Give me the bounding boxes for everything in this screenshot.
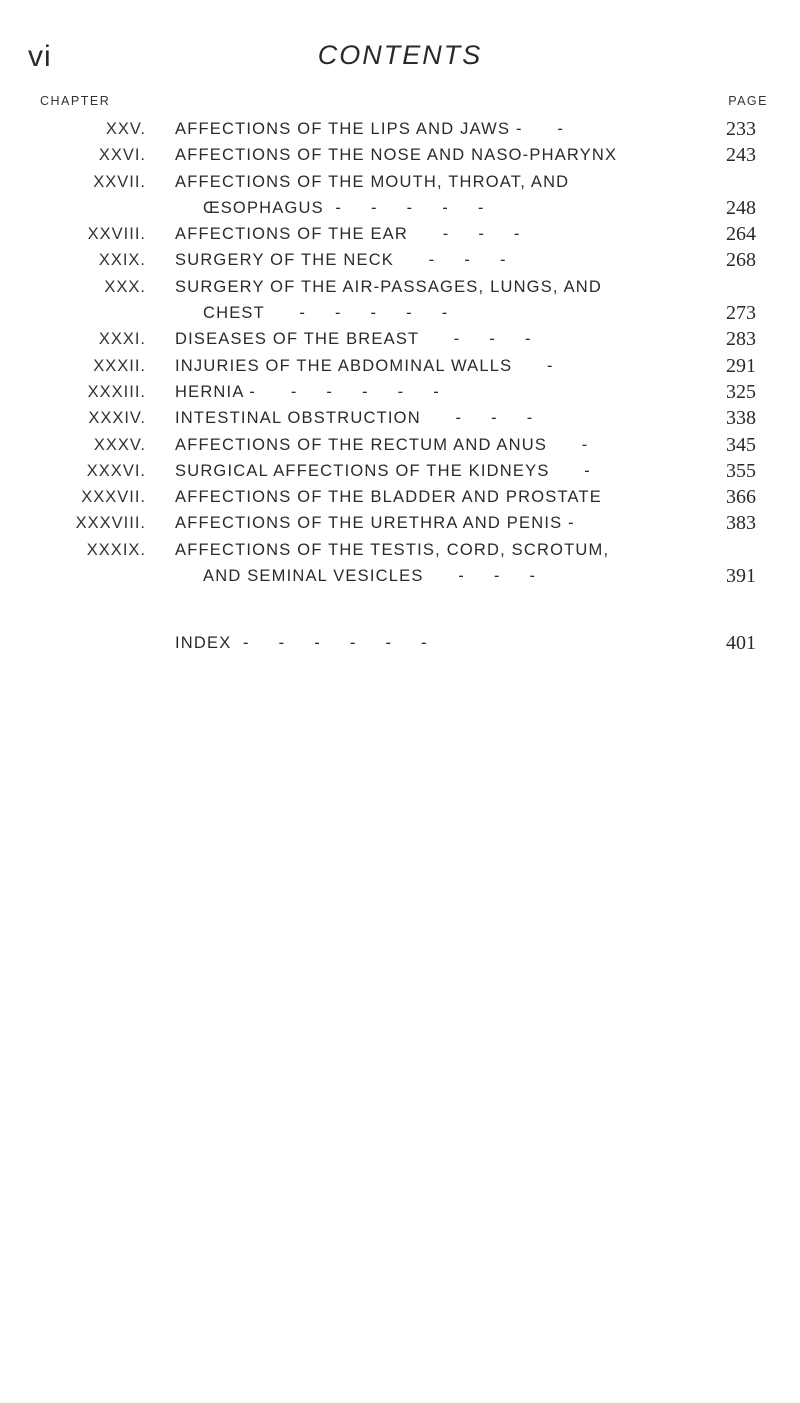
toc-entry[interactable] — [0, 328, 800, 354]
chapter-number: XXXV. — [93, 435, 146, 454]
chapter-number: XXV. — [105, 120, 146, 138]
toc-entry[interactable] — [0, 171, 800, 224]
chapter-title: AFFECTIONS OF THE URETHRA AND PENIS - — [175, 514, 575, 533]
chapter-title: HERNIA - - - - - - — [175, 382, 440, 401]
toc-entry[interactable] — [0, 486, 800, 512]
index-label: INDEX - - - - - - — [175, 634, 428, 652]
toc-entry[interactable] — [0, 539, 800, 592]
chapter-title: AFFECTIONS OF THE NOSE AND NASO-PHARYNX — [175, 146, 618, 165]
page-ref: 345 — [726, 433, 756, 456]
page-ref: 243 — [726, 144, 756, 167]
page-ref: 366 — [726, 486, 756, 509]
chapter-number: XXXIII. — [87, 382, 146, 401]
chapter-title: SURGERY OF THE NECK - - - — [175, 251, 507, 270]
page-ref: 338 — [726, 407, 756, 430]
chapter-title: INTESTINAL OBSTRUCTION - - - — [175, 409, 534, 428]
page-ref: 291 — [726, 354, 756, 377]
chapter-title: AFFECTIONS OF THE BLADDER AND PROSTATE — [175, 488, 602, 507]
toc-entry[interactable] — [0, 434, 800, 460]
page-ref: 283 — [726, 328, 756, 351]
chapter-title-cont: CHEST - - - - - — [203, 304, 449, 323]
chapter-number: XXVI. — [98, 146, 146, 165]
page-ref: 355 — [726, 459, 756, 482]
chapter-title: AFFECTIONS OF THE RECTUM AND ANUS - — [175, 435, 589, 454]
chapter-title-cont: ŒSOPHAGUS - - - - - — [203, 198, 485, 217]
page-ref: 325 — [726, 380, 756, 403]
chapter-number: XXXI. — [98, 330, 146, 349]
index-page-ref: 401 — [726, 632, 756, 654]
chapter-title: INJURIES OF THE ABDOMINAL WALLS - — [175, 356, 554, 375]
chapter-number: XXXVII. — [81, 488, 146, 507]
chapter-title: AFFECTIONS OF THE EAR - - - — [175, 225, 521, 244]
page-ref: 391 — [726, 565, 756, 588]
page-number: vi — [28, 40, 52, 73]
toc-entry[interactable] — [0, 355, 800, 381]
page-ref: 248 — [726, 196, 756, 219]
page-ref: 273 — [726, 302, 756, 325]
chapter-number: XXXII. — [93, 356, 146, 375]
chapter-number: XXXVI. — [86, 461, 146, 480]
chapter-number: XXXVIII. — [75, 514, 146, 533]
page-ref: 268 — [726, 249, 756, 272]
chapter-title: DISEASES OF THE BREAST - - - — [175, 330, 532, 349]
page-title: CONTENTS — [317, 40, 483, 70]
page-column-header: PAGE — [728, 94, 768, 108]
toc-entry[interactable] — [0, 512, 800, 538]
chapter-title: AFFECTIONS OF THE TESTIS, CORD, SCROTUM, — [175, 540, 610, 559]
toc-entry[interactable] — [0, 460, 800, 486]
chapter-number: XXXIX. — [86, 540, 146, 559]
toc-entry[interactable] — [0, 381, 800, 407]
page-ref: 383 — [726, 512, 756, 535]
chapter-number: XXVII. — [93, 172, 146, 191]
toc-entry[interactable] — [0, 144, 800, 170]
chapter-column-header: CHAPTER — [40, 94, 111, 108]
toc-entries — [0, 118, 800, 591]
chapter-number: XXVIII. — [87, 225, 146, 244]
index-entry[interactable] — [0, 632, 800, 660]
chapter-title: SURGERY OF THE AIR-PASSAGES, LUNGS, AND — [175, 277, 603, 296]
toc-entry[interactable] — [0, 223, 800, 249]
page-ref: 264 — [726, 223, 756, 246]
chapter-title: AFFECTIONS OF THE LIPS AND JAWS - - — [175, 120, 565, 138]
chapter-title: SURGICAL AFFECTIONS OF THE KIDNEYS - — [175, 461, 591, 480]
toc-entry[interactable] — [0, 276, 800, 329]
toc-entry[interactable] — [0, 118, 800, 144]
chapter-number: XXIX. — [98, 251, 146, 270]
toc-entry[interactable] — [0, 407, 800, 433]
chapter-title-cont: AND SEMINAL VESICLES - - - — [203, 567, 537, 586]
toc-entry[interactable] — [0, 249, 800, 275]
chapter-number: XXX. — [104, 277, 146, 296]
page-ref: 233 — [726, 118, 756, 140]
chapter-title: AFFECTIONS OF THE MOUTH, THROAT, AND — [175, 172, 570, 191]
chapter-number: XXXIV. — [88, 409, 146, 428]
